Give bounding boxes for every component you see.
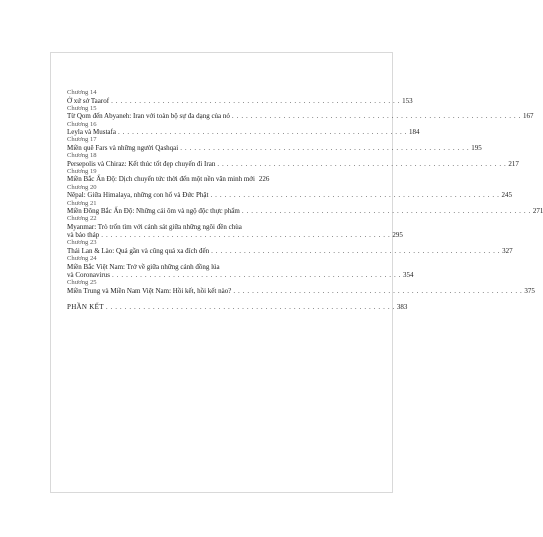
chapter-label: Chương 25 [67,279,97,287]
toc-row [67,96,413,105]
toc-row [67,271,414,280]
dot-leader: . . . . . . . . . . . . . . . . . . . . . . . . . . . . . . . . . . . . . . . . . . . . . . . . . . . . . . . . . . . . . . [211,246,501,255]
chapter-title: Miền Bắc Ấn Độ: Dịch chuyển tức thời đến một nền văn minh mới [67,175,255,184]
page-number: 375 [524,286,535,295]
chapter-title-line: Miền Bắc Việt Nam: Trở về giữa những cánh đồng lúa [67,262,220,271]
chapter-label: Chương 22 [67,215,97,223]
dot-leader: . . . . . . . . . . . . . . . . . . . . . . . . . . . . . . . . . . . . . . . . . . . . . . . . . . . . . . . . . . . . . . [233,286,523,295]
page-number: 295 [392,231,403,240]
dot-leader: . . . . . . . . . . . . . . . . . . . . . . . . . . . . . . . . . . . . . . . . . . . . . . . . . . . . . . . . . . . . . . [111,96,401,105]
chapter-label: Chương 17 [67,136,97,144]
toc-entry [67,183,512,200]
chapter-title: Ở xứ sở Taarof [67,96,110,105]
toc-row [67,286,535,295]
chapter-title: và bảo tháp [67,231,100,240]
chapter-label: Chương 23 [67,239,97,247]
chapter-title: Leyla và Mustafa [67,128,116,137]
toc-row [67,207,543,216]
toc-entry [67,167,270,184]
toc-row [67,175,270,184]
toc-entry [67,199,543,216]
chapter-label: Chương 14 [67,89,97,96]
dot-leader: . . . . . . . . . . . . . . . . . . . . . . . . . . . . . . . . . . . . . . . . . . . . . . . . . . . . . . . . . . . . . . [210,191,500,200]
page-number: 226 [258,175,270,184]
toc-entry [67,136,482,152]
toc-entry [67,152,519,168]
page-number: 327 [502,246,513,255]
dot-leader: . . . . . . . . . . . . . . . . . . . . . . . . . . . . . . . . . . . . . . . . . . . . . . . . . . . . . . . . . . . . . . [117,128,408,137]
toc-row [67,143,482,152]
dot-leader: . . . . . . . . . . . . . . . . . . . . . . . . . . . . . . . . . . . . . . . . . . . . . . . . . . . . . . . . . . . . . . [101,231,391,240]
chapter-title: Persepolis và Chiraz: Kết thúc tốt đẹp chuyến đi Iran [67,159,216,168]
chapter-label: Chương 21 [67,199,97,207]
page-number: 167 [522,112,534,121]
toc-entry [67,255,414,280]
dot-leader: . . . . . . . . . . . . . . . . . . . . . . . . . . . . . . . . . . . . . . . . . . . . . . . . . . . . . . . . . . . . . . [217,159,507,168]
chapter-title: Miền Đông Bắc Ấn Độ: Những cái ôm và ngộ độc thực phẩm [67,207,240,216]
section-spacer [67,295,267,303]
toc-entry [67,215,403,240]
toc-entry [67,120,420,137]
toc-entry [67,104,534,121]
page-number: 195 [471,143,482,152]
dot-leader: . . . . . . . . . . . . . . . . . . . . . . . . . . . . . . . . . . . . . . . . . . . . . . . . . . . . . . . . . . . . . . [105,303,395,312]
chapter-title: Thái Lan & Lào: Quá gần và cũng quá xa đích đến [67,246,210,255]
dot-leader: . . . . . . . . . . . . . . . . . . . . . . . . . . . . . . . . . . . . . . . . . . . . . . . . . . . . . . . . . . . . . . [180,143,470,152]
chapter-title-line: Myanmar: Trò trốn tìm với cảnh sát giữa những ngôi đền chùa [67,222,242,231]
toc-row [67,231,403,240]
page-number: 271 [532,207,543,216]
toc-entry-conclusion [67,303,408,312]
chapter-title: Từ Qom đến Abyaneh: Iran với toàn bộ sự đa dạng của nó [67,112,230,121]
conclusion-title: PHẦN KẾT [67,303,104,312]
chapter-label: Chương 18 [67,152,97,160]
page-number: 383 [396,303,408,312]
chapter-title: Nêpal: Giữa Himalaya, những con hổ và Đức Phật [67,191,209,200]
chapter-title: Miền Trung và Miền Nam Việt Nam: Hồi kết, hồi kết nào? [67,286,232,295]
dot-leader: . . . . . . . . . . . . . . . . . . . . . . . . . . . . . . . . . . . . . . . . . . . . . . . . . . . . . . . . . . . . . . [231,112,521,121]
page-number: 217 [508,159,519,168]
page-number: 245 [501,191,512,200]
toc-entry [67,279,535,295]
chapter-label: Chương 15 [67,104,97,112]
toc-row [67,128,420,137]
chapter-label: Chương 20 [67,183,97,191]
page-number: 153 [402,96,413,105]
toc-row [67,191,512,200]
chapter-title: và Coronavirus [67,271,110,280]
toc-row [67,303,408,312]
dot-leader: . . . . . . . . . . . . . . . . . . . . . . . . . . . . . . . . . . . . . . . . . . . . . . . . . . . . . . . . . . . . . . [241,207,531,216]
chapter-label: Chương 24 [67,255,97,263]
chapter-label: Chương 19 [67,167,97,175]
chapter-title: Miền quê Fars và những người Qashqai [67,143,179,152]
toc-entry [67,239,513,255]
toc-row [67,159,519,168]
page-number: 184 [409,128,420,137]
toc-row [67,112,534,121]
page-number: 354 [403,271,414,280]
toc-row [67,246,513,255]
table-of-contents [67,89,543,312]
toc-entry [67,89,413,105]
dot-leader: . . . . . . . . . . . . . . . . . . . . . . . . . . . . . . . . . . . . . . . . . . . . . . . . . . . . . . . . . . . . . . [111,271,402,280]
chapter-label: Chương 16 [67,120,97,128]
